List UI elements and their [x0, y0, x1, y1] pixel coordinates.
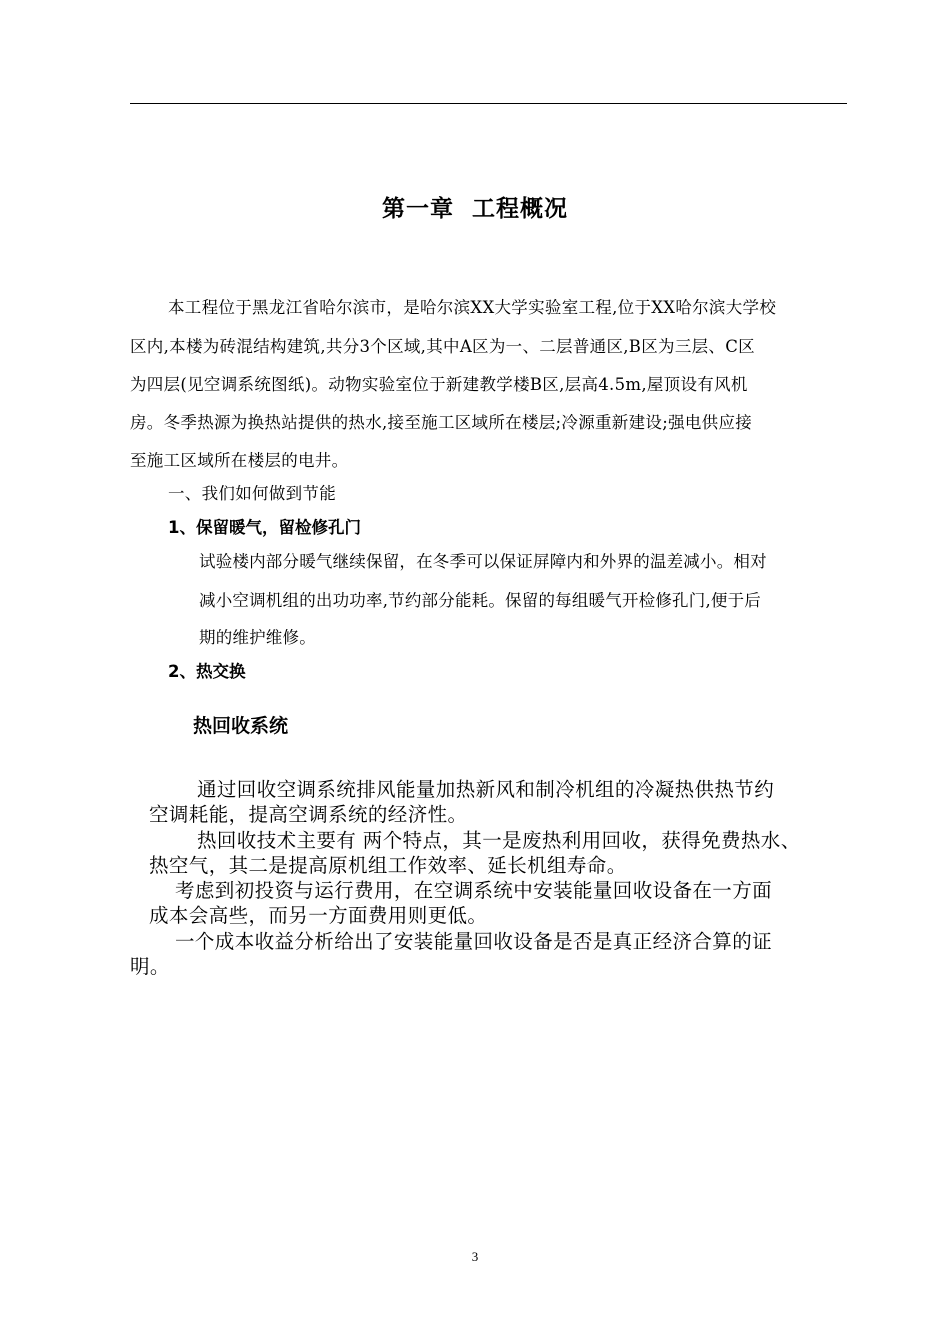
intro-line: 至施工区域所在楼层的电井。 — [130, 451, 349, 470]
section-heading: 一、我们如何做到节能 — [168, 484, 336, 503]
heat-recovery-line: 通过回收空调系统排风能量加热新风和制冷机组的冷凝热供热节约 — [197, 778, 775, 801]
intro-line: 为四层(见空调系统图纸)。动物实验室位于新建教学楼B区,层高4.5m,屋顶设有风机 — [130, 375, 748, 394]
intro-line: 房。冬季热源为换热站提供的热水,接至施工区域所在楼层;冷源重新建设;强电供应接 — [130, 413, 753, 432]
page-number: 3 — [471, 1249, 479, 1264]
point-two-heading: 2、热交换 — [168, 662, 246, 681]
heat-recovery-line: 考虑到初投资与运行费用，在空调系统中安装能量回收设备在一方面 — [175, 879, 773, 902]
point-one-line: 减小空调机组的出功功率,节约部分能耗。保留的每组暖气开检修孔门,便于后 — [199, 591, 761, 610]
point-one-line: 试验楼内部分暖气继续保留，在冬季可以保证屏障内和外界的温差减小。相对 — [199, 552, 767, 571]
chapter-title: 第一章 工程概况 — [381, 196, 568, 222]
point-one-heading: 1、保留暖气，留检修孔门 — [168, 518, 361, 537]
point-one-line: 期的维护维修。 — [199, 628, 316, 647]
heat-recovery-line: 空调耗能，提高空调系统的经济性。 — [149, 803, 468, 826]
heat-recovery-heading: 热回收系统 — [193, 715, 289, 737]
heat-recovery-line: 热空气，其二是提高原机组工作效率、延长机组寿命。 — [149, 854, 627, 877]
intro-line: 区内,本楼为砖混结构建筑,共分3个区域,其中A区为一、二层普通区,B区为三层、C区 — [130, 337, 755, 356]
heat-recovery-line: 热回收技术主要有 两个特点，其一是废热利用回收，获得免费热水、 — [197, 829, 801, 852]
heat-recovery-line: 成本会高些，而另一方面费用则更低。 — [149, 904, 488, 927]
heat-recovery-line: 一个成本收益分析给出了安装能量回收设备是否是真正经济合算的证 — [175, 930, 773, 953]
intro-line: 本工程位于黑龙江省哈尔滨市，是哈尔滨XX大学实验室工程,位于XX哈尔滨大学校 — [168, 298, 777, 317]
header-rule — [130, 103, 847, 104]
heat-recovery-line: 明。 — [130, 955, 170, 978]
